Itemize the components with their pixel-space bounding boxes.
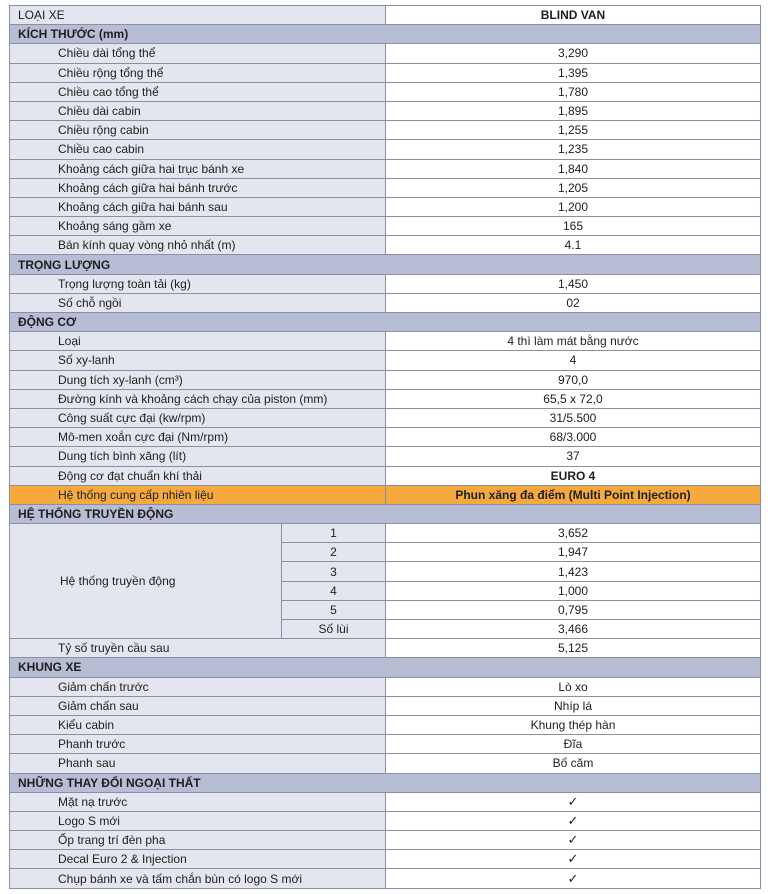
spec-row [10, 274, 761, 293]
spec-row [10, 715, 761, 734]
spec-value: Khung thép hàn [386, 715, 761, 734]
spec-row [10, 389, 761, 408]
spec-label: Số xy-lanh [10, 351, 386, 370]
transmission-group-label: Hệ thống truyền động [10, 524, 282, 639]
spec-value: 1,255 [386, 121, 761, 140]
section-title-transmission: HỆ THỐNG TRUYỀN ĐỘNG [10, 504, 761, 523]
gear-number: 3 [282, 562, 386, 581]
spec-row [10, 447, 761, 466]
gear-row [10, 524, 761, 543]
spec-label: Chiều rộng tổng thể [10, 63, 386, 82]
spec-label: Chiều cao tổng thể [10, 82, 386, 101]
check-icon: ✓ [386, 850, 761, 869]
section-row [10, 255, 761, 274]
spec-value: 65,5 x 72,0 [386, 389, 761, 408]
spec-row [10, 44, 761, 63]
gear-number: 4 [282, 581, 386, 600]
highlight-row [10, 485, 761, 504]
spec-value: Nhíp lá [386, 696, 761, 715]
spec-value: 1,200 [386, 197, 761, 216]
spec-label: Động cơ đạt chuẩn khí thải [10, 466, 386, 485]
spec-row [10, 236, 761, 255]
spec-label: Công suất cực đại (kw/rpm) [10, 408, 386, 427]
spec-label: Phanh sau [10, 754, 386, 773]
spec-value: 1,450 [386, 274, 761, 293]
spec-row [10, 63, 761, 82]
spec-label: Khoảng cách giữa hai bánh sau [10, 197, 386, 216]
section-row [10, 658, 761, 677]
vehicle-type-value: BLIND VAN [386, 6, 761, 25]
spec-row [10, 293, 761, 312]
spec-label: Giảm chấn sau [10, 696, 386, 715]
check-icon: ✓ [386, 811, 761, 830]
spec-row [10, 121, 761, 140]
spec-label: Tỷ số truyền cầu sau [10, 639, 386, 658]
spec-label: Kiểu cabin [10, 715, 386, 734]
section-row [10, 773, 761, 792]
spec-value: 02 [386, 293, 761, 312]
section-row [10, 25, 761, 44]
spec-label: Decal Euro 2 & Injection [10, 850, 386, 869]
gear-ratio: 1,947 [386, 543, 761, 562]
spec-label: Mô-men xoắn cực đại (Nm/rpm) [10, 428, 386, 447]
spec-row [10, 792, 761, 811]
spec-label: Số chỗ ngồi [10, 293, 386, 312]
spec-label: Giảm chấn trước [10, 677, 386, 696]
spec-row [10, 332, 761, 351]
gear-ratio: 1,423 [386, 562, 761, 581]
spec-row [10, 140, 761, 159]
spec-label: Đường kính và khoảng cách chạy của piston (mm) [10, 389, 386, 408]
spec-label: Dung tích xy-lanh (cm³) [10, 370, 386, 389]
section-title-dimensions: KÍCH THƯỚC (mm) [10, 25, 761, 44]
spec-value: Bố căm [386, 754, 761, 773]
spec-label: Trọng lượng toàn tải (kg) [10, 274, 386, 293]
spec-table-body [10, 6, 761, 889]
check-icon: ✓ [386, 831, 761, 850]
spec-value: 4 thì làm mát bằng nước [386, 332, 761, 351]
spec-label: Loại [10, 332, 386, 351]
spec-row [10, 466, 761, 485]
spec-row [10, 831, 761, 850]
spec-value: 5,125 [386, 639, 761, 658]
section-row [10, 313, 761, 332]
spec-value: 4.1 [386, 236, 761, 255]
spec-value: 3,290 [386, 44, 761, 63]
spec-label: Chiều dài cabin [10, 101, 386, 120]
spec-row [10, 811, 761, 830]
spec-row [10, 696, 761, 715]
spec-value: 1,840 [386, 159, 761, 178]
gear-number: 2 [282, 543, 386, 562]
spec-value: EURO 4 [386, 466, 761, 485]
spec-label: Logo S mới [10, 811, 386, 830]
spec-value: 31/5.500 [386, 408, 761, 427]
spec-row [10, 82, 761, 101]
spec-row [10, 159, 761, 178]
check-icon: ✓ [386, 869, 761, 888]
section-title-weight: TRỌNG LƯỢNG [10, 255, 761, 274]
spec-label: Khoảng cách giữa hai bánh trước [10, 178, 386, 197]
spec-row [10, 754, 761, 773]
spec-value: 1,895 [386, 101, 761, 120]
spec-value: Phun xăng đa điểm (Multi Point Injection) [386, 485, 761, 504]
spec-label: Mặt nạ trước [10, 792, 386, 811]
gear-number: 5 [282, 600, 386, 619]
gear-ratio: 1,000 [386, 581, 761, 600]
spec-label: Ốp trang trí đèn pha [10, 831, 386, 850]
spec-row [10, 178, 761, 197]
spec-label: Khoảng sáng gầm xe [10, 217, 386, 236]
spec-value: 4 [386, 351, 761, 370]
spec-row [10, 217, 761, 236]
spec-value: Lò xo [386, 677, 761, 696]
spec-row [10, 850, 761, 869]
spec-row [10, 197, 761, 216]
gear-number: Số lùi [282, 620, 386, 639]
check-icon: ✓ [386, 792, 761, 811]
spec-row [10, 639, 761, 658]
spec-label: Chụp bánh xe và tấm chắn bùn có logo S mới [10, 869, 386, 888]
spec-label: Dung tích bình xăng (lít) [10, 447, 386, 466]
section-title-chassis: KHUNG XE [10, 658, 761, 677]
spec-value: 68/3.000 [386, 428, 761, 447]
spec-value: 165 [386, 217, 761, 236]
gear-number: 1 [282, 524, 386, 543]
spec-value: 970,0 [386, 370, 761, 389]
spec-label: Bán kính quay vòng nhỏ nhất (m) [10, 236, 386, 255]
spec-row [10, 735, 761, 754]
header-row [10, 6, 761, 25]
spec-row [10, 408, 761, 427]
spec-label: Chiều rộng cabin [10, 121, 386, 140]
spec-table [9, 5, 761, 889]
vehicle-type-label: LOẠI XE [10, 6, 386, 25]
spec-label: Chiều dài tổng thể [10, 44, 386, 63]
spec-value: 1,235 [386, 140, 761, 159]
spec-label: Chiều cao cabin [10, 140, 386, 159]
gear-ratio: 3,466 [386, 620, 761, 639]
spec-row [10, 101, 761, 120]
spec-value: Đĩa [386, 735, 761, 754]
spec-label: Phanh trước [10, 735, 386, 754]
section-title-engine: ĐỘNG CƠ [10, 313, 761, 332]
spec-row [10, 869, 761, 888]
spec-value: 1,780 [386, 82, 761, 101]
spec-label: Hệ thống cung cấp nhiên liệu [10, 485, 386, 504]
gear-ratio: 0,795 [386, 600, 761, 619]
spec-row [10, 677, 761, 696]
section-title-exterior: NHỮNG THAY ĐỔI NGOẠI THẤT [10, 773, 761, 792]
spec-value: 37 [386, 447, 761, 466]
gear-ratio: 3,652 [386, 524, 761, 543]
spec-value: 1,395 [386, 63, 761, 82]
spec-row [10, 428, 761, 447]
spec-row [10, 351, 761, 370]
spec-row [10, 370, 761, 389]
spec-value: 1,205 [386, 178, 761, 197]
section-row [10, 504, 761, 523]
spec-label: Khoảng cách giữa hai trục bánh xe [10, 159, 386, 178]
